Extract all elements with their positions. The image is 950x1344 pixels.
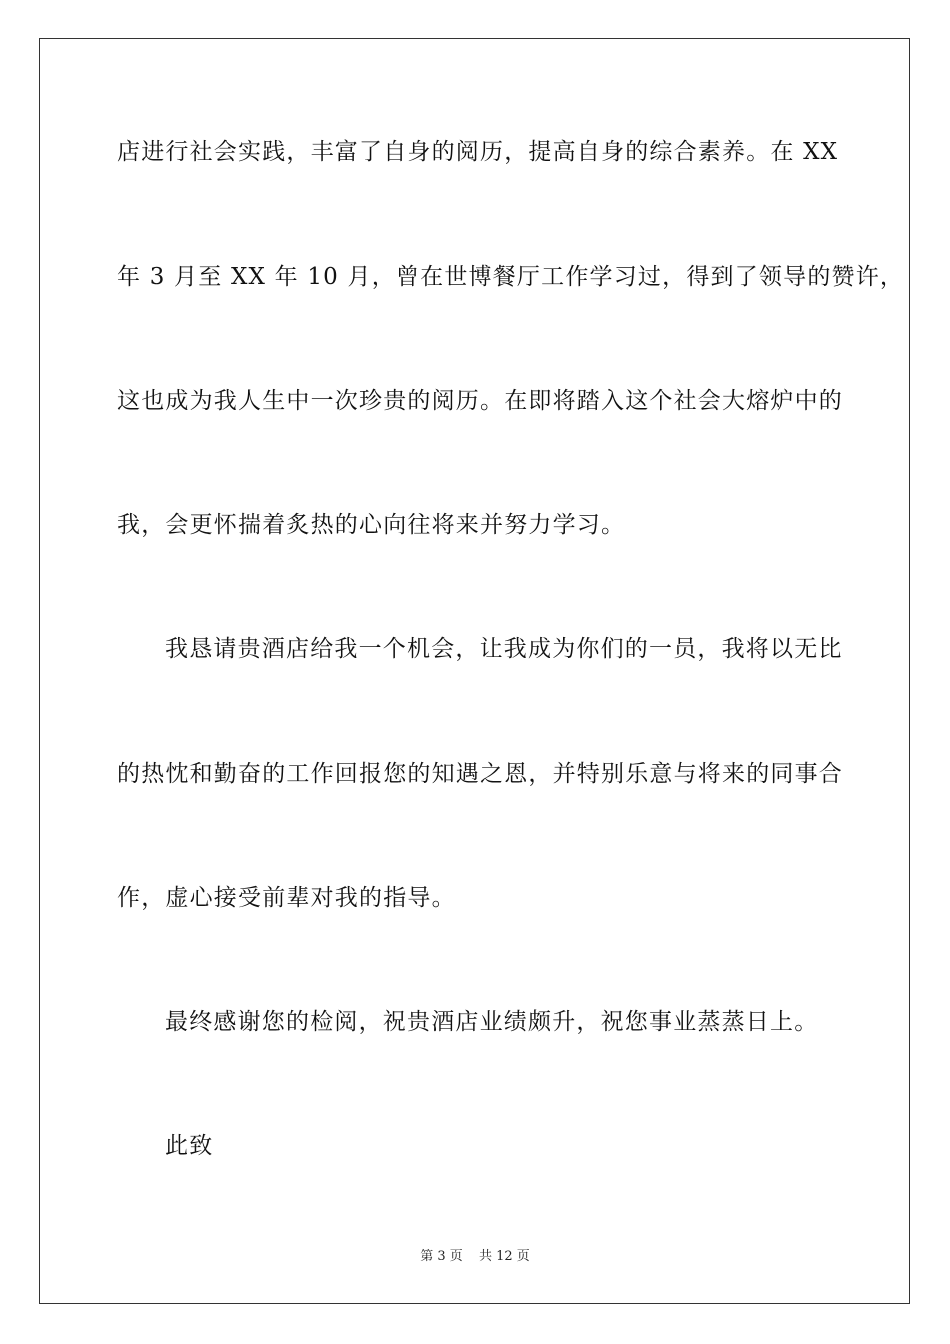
body-text-line: 我，会更怀揣着炙热的心向往将来并努力学习。: [117, 512, 626, 538]
page-number-total: 共 12 页: [478, 1249, 530, 1264]
page-border: [39, 38, 910, 1304]
page-number-current: 第 3 页: [420, 1249, 463, 1264]
body-text-line: 这也成为我人生中一次珍贵的阅历。在即将踏入这个社会大熔炉中的: [117, 388, 843, 414]
body-text-line: 店进行社会实践，丰富了自身的阅历，提高自身的综合素养。在 XX: [117, 139, 839, 165]
body-text-line: 年 3 月至 XX 年 10 月，曾在世博餐厅工作学习过，得到了领导的赞许，: [117, 264, 905, 290]
salutation: 此致: [165, 1133, 214, 1159]
body-text-line: 的热忱和勤奋的工作回报您的知遇之恩，并特别乐意与将来的同事合: [117, 761, 843, 787]
body-text-line: 作，虚心接受前辈对我的指导。: [117, 885, 456, 911]
body-text-line: 最终感谢您的检阅，祝贵酒店业绩颇升，祝您事业蒸蒸日上。: [165, 1009, 819, 1035]
body-text-line: 我恳请贵酒店给我一个机会，让我成为你们的一员，我将以无比: [165, 636, 843, 662]
page-footer: [0, 1248, 950, 1266]
